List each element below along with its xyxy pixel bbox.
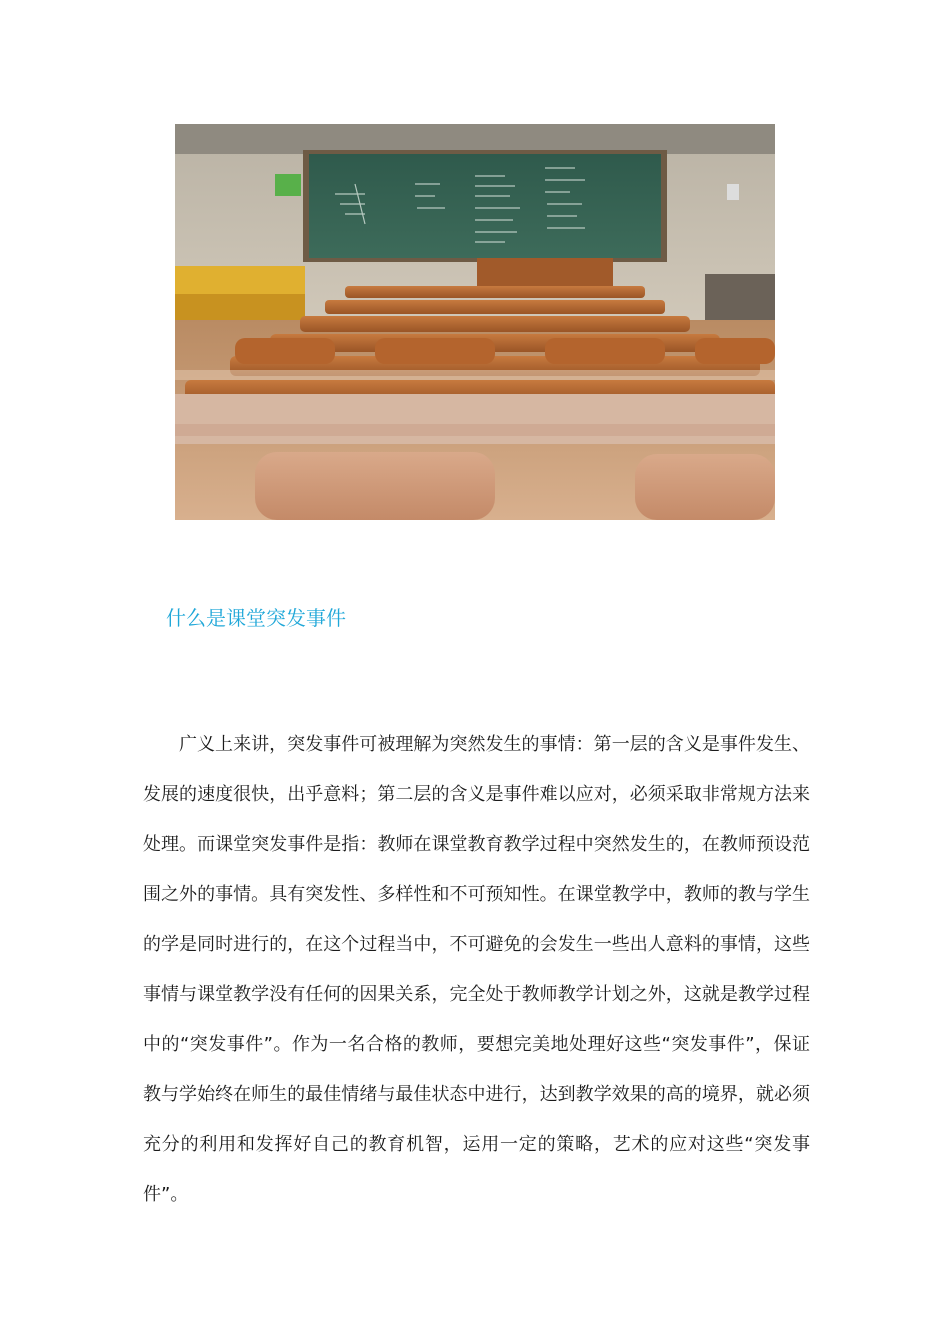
section-heading: 什么是课堂突发事件 [166,606,346,630]
classroom-photo-icon [175,124,775,520]
classroom-photo [175,124,775,520]
body-paragraph: 广义上来讲，突发事件可被理解为突然发生的事情：第一层的含义是事件发生、发展的速度很快，出乎意料；第二层的含义是事件难以应对，必须采取非常规方法来处理。而课堂突发事件是指：教师在课堂教育教学过程中突然发生的，在教师预设范围之外的事情。具有突发性、多样性和不可预知性。在课堂教学中，教师的教与学生的学是同时进行的，在这个过程当中，不可避免的会发生一些出人意料的事情，这些事情与课堂教学没有任何的因果关系，完全处于教师教学计划之外，这就是教学过程中的“突发事件”。作为一名合格的教师，要想完美地处理好这些“突发事件”，保证教与学始终在师生的最佳情绪与最佳状态中进行，达到教学效果的高的境界，就必须充分的利用和发挥好自己的教育机智，运用一定的策略，艺术的应对这些“突发事件”。 [143,734,810,1205]
